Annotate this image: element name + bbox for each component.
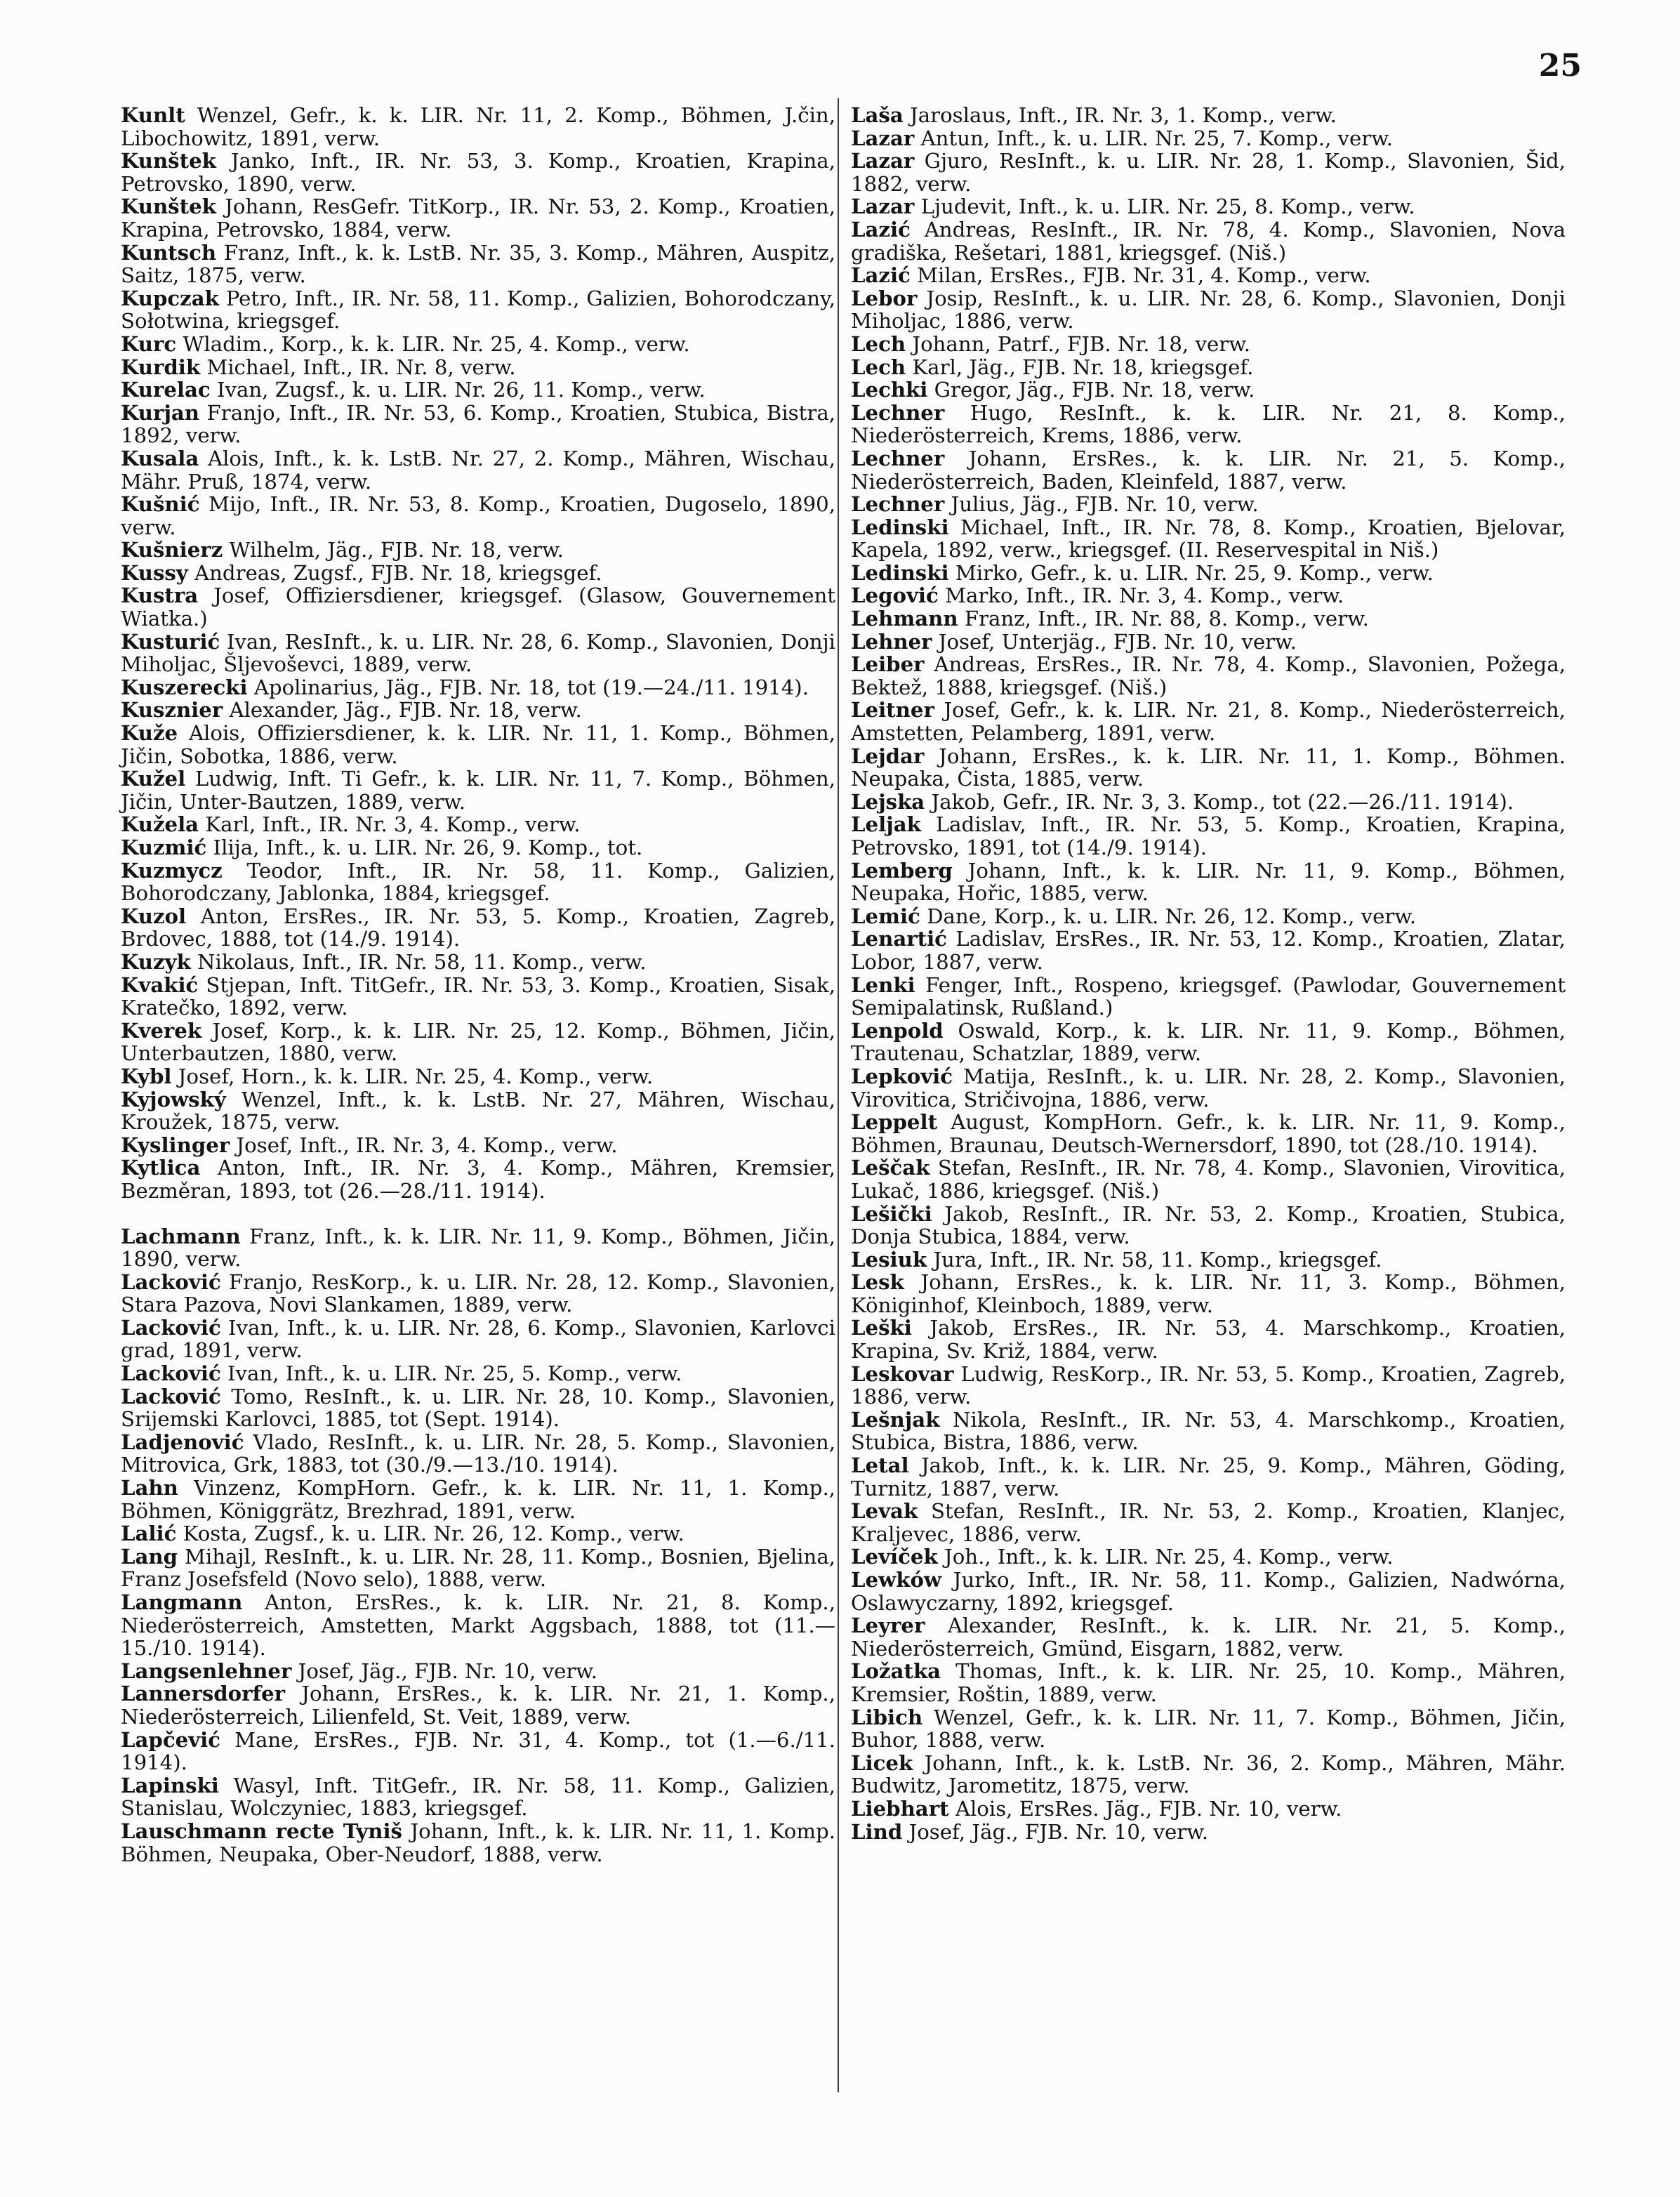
- entry-details: Ljudevit, Inft., k. u. LIR. Nr. 25, 8. Komp., verw.: [914, 194, 1415, 219]
- entry-surname: Lind: [851, 1819, 903, 1844]
- list-item: [121, 1020, 835, 1065]
- page-number: 25: [1538, 48, 1582, 84]
- entry-surname: Lehmann: [851, 607, 958, 631]
- entry-surname: Letal: [851, 1453, 909, 1478]
- list-item: [851, 1545, 1566, 1569]
- list-item: [851, 1797, 1566, 1821]
- entry-details: Teodor, Inft., IR. Nr. 58, 11. Komp., Galizien, Bohorodczany, Jablonka, 1884, kriegsgef.: [121, 858, 835, 906]
- entry-details: Antun, Inft., k. u. LIR. Nr. 25, 7. Komp., verw.: [914, 126, 1394, 150]
- entry-details: Gregor, Jäg., FJB. Nr. 18, verw.: [927, 378, 1255, 402]
- list-item: [851, 195, 1566, 218]
- list-item: [121, 195, 835, 241]
- entry-details: Mirko, Gefr., k. u. LIR. Nr. 25, 9. Komp., verw.: [948, 560, 1434, 585]
- list-item: [851, 447, 1566, 493]
- list-item: [851, 402, 1566, 447]
- entry-details: Josip, ResInft., k. u. LIR. Nr. 28, 6. Komp., Slavonien, Donji Miholjac, 1886, verw.: [851, 286, 1566, 334]
- list-item: [851, 905, 1566, 928]
- list-item: [121, 1591, 835, 1660]
- entry-details: Nikola, ResInft., IR. Nr. 53, 4. Marschkomp., Kroatien, Stubica, Bistra, 1886, verw.: [851, 1407, 1566, 1455]
- entry-details: Josef, Offiziersdiener, kriegsgef. (Glasow, Gouvernement Wiatka.): [121, 583, 835, 631]
- list-item: [121, 562, 835, 585]
- entry-details: Josef, Inft., IR. Nr. 3, 4. Komp., verw.: [230, 1133, 618, 1157]
- entry-surname: Leskovar: [851, 1361, 954, 1386]
- entry-details: Wenzel, Inft., k. k. LstB. Nr. 27, Mähren, Wischau, Kroužek, 1875, verw.: [121, 1087, 835, 1135]
- entry-surname: Lahn: [121, 1476, 178, 1500]
- entry-surname: Kuntsch: [121, 240, 217, 265]
- entry-details: Apolinarius, Jäg., FJB. Nr. 18, tot (19.—24./11. 1914).: [247, 675, 809, 699]
- entry-details: Franjo, ResKorp., k. u. LIR. Nr. 28, 12. Komp., Slavonien, Stara Pazova, Novi Slankamen, 1889, verw.: [121, 1269, 835, 1317]
- entry-surname: Lazar: [851, 149, 915, 173]
- list-item: [851, 584, 1566, 607]
- list-item: [851, 562, 1566, 585]
- list-item: [121, 333, 835, 356]
- list-item: [121, 1774, 835, 1820]
- list-item: [121, 1729, 835, 1774]
- entry-details: Franz, Inft., k. k. LIR. Nr. 11, 9. Komp., Böhmen, Jičin, 1890, verw.: [121, 1224, 835, 1272]
- list-item: [121, 905, 835, 951]
- list-item: [121, 631, 835, 676]
- list-item: [851, 1156, 1566, 1202]
- entry-details: Johann, ResGefr. TitKorp., IR. Nr. 53, 2. Komp., Kroatien, Krapina, Petrovsko, 1884, verw.: [121, 194, 835, 242]
- entry-details: August, KompHorn. Gefr., k. k. LIR. Nr. 11, 9. Komp., Böhmen, Braunau, Deutsch-Wernersdorf, 1890, tot (28./10. 1914).: [851, 1110, 1566, 1157]
- entry-surname: Kvakić: [121, 972, 199, 997]
- entry-details: Ladislav, ErsRes., IR. Nr. 53, 12. Komp., Kroatien, Zlatar, Lobor, 1887, verw.: [851, 927, 1566, 974]
- entry-details: Mane, ErsRes., FJB. Nr. 31, 4. Komp., tot (1.—6./11. 1914).: [121, 1727, 835, 1775]
- entry-details: Johann, Inft., k. k. LstB. Nr. 36, 2. Komp., Mähren, Mähr. Budwitz, Jarometitz, 1875, verw.: [851, 1750, 1566, 1798]
- entry-details: Johann, ErsRes., k. k. LIR. Nr. 21, 5. Komp., Niederösterreich, Baden, Kleinfeld, 1887, verw.: [851, 446, 1566, 494]
- entry-surname: Kyslinger: [121, 1133, 230, 1157]
- entry-surname: Legović: [851, 583, 939, 608]
- entry-details: Ilija, Inft., k. u. LIR. Nr. 26, 9. Komp., tot.: [206, 836, 643, 859]
- entry-details: Anton, ErsRes., IR. Nr. 53, 5. Komp., Kroatien, Zagreb, Brdovec, 1888, tot (14./9. 1914).: [121, 904, 835, 951]
- entry-surname: Kuzol: [121, 904, 187, 928]
- list-item: [851, 1660, 1566, 1706]
- list-item: [851, 1706, 1566, 1752]
- list-item: [851, 1408, 1566, 1454]
- list-item: [121, 1088, 835, 1134]
- entry-surname: Lang: [121, 1544, 178, 1569]
- entry-details: Jurko, Inft., IR. Nr. 58, 11. Komp., Galizien, Nadwórna, Oslawyczarny, 1892, kriegsgef.: [851, 1568, 1566, 1615]
- list-item: [851, 631, 1566, 654]
- entry-surname: Kušnierz: [121, 538, 223, 562]
- entry-details: Jaroslaus, Inft., IR. Nr. 3, 1. Komp., verw.: [903, 103, 1337, 127]
- list-item: [121, 104, 835, 150]
- entry-surname: Kussy: [121, 560, 188, 585]
- section-gap: [121, 1203, 835, 1225]
- entry-details: Vlado, ResInft., k. u. LIR. Nr. 28, 5. Komp., Slavonien, Mitrovica, Grk, 1883, tot (30./9.—13./10. 1914).: [121, 1430, 835, 1477]
- list-item: [121, 699, 835, 722]
- list-item: [851, 1111, 1566, 1156]
- entry-surname: Kunštek: [121, 194, 216, 219]
- list-item: [851, 150, 1566, 195]
- entry-details: Ivan, ResInft., k. u. LIR. Nr. 28, 6. Komp., Slavonien, Donji Miholjac, Šljevoševci, 1889, verw.: [121, 629, 835, 677]
- list-item: [121, 951, 835, 974]
- entry-details: Hugo, ResInft., k. k. LIR. Nr. 21, 8. Komp., Niederösterreich, Krems, 1886, verw.: [851, 400, 1566, 448]
- list-item: [121, 1362, 835, 1385]
- list-item: [121, 1477, 835, 1522]
- list-item: [121, 1065, 835, 1088]
- entry-details: Wasyl, Inft. TitGefr., IR. Nr. 58, 11. Komp., Galizien, Stanislau, Wolczyniec, 1883, kriegsgef.: [121, 1773, 835, 1821]
- entry-details: Franz, Inft., k. k. LstB. Nr. 35, 3. Komp., Mähren, Auspitz, Saitz, 1875, verw.: [121, 240, 835, 288]
- entry-surname: Lazić: [851, 217, 911, 242]
- entry-details: Wenzel, Gefr., k. k. LIR. Nr. 11, 2. Komp., Böhmen, J.čin, Libochowitz, 1891, verw.: [121, 103, 835, 150]
- entry-details: Jakob, Inft., k. k. LIR. Nr. 25, 9. Komp., Mähren, Göding, Turnitz, 1887, verw.: [851, 1453, 1566, 1500]
- list-item: [851, 1271, 1566, 1317]
- entry-details: Anton, ErsRes., k. k. LIR. Nr. 21, 8. Komp., Niederösterreich, Amstetten, Markt Aggsbach, 1888, tot (11.—15./10. 1914).: [121, 1590, 835, 1661]
- entry-surname: Lepković: [851, 1064, 953, 1088]
- entry-details: Michael, Inft., IR. Nr. 78, 8. Komp., Kroatien, Bjelovar, Kapela, 1892, verw., kriegsgef. (II. Reservespital in Niš.): [851, 515, 1566, 562]
- entry-surname: Kyjowský: [121, 1087, 226, 1111]
- entry-surname: Laša: [851, 103, 904, 127]
- entry-surname: Kuzyk: [121, 949, 191, 974]
- entry-details: Julius, Jäg., FJB. Nr. 10, verw.: [944, 492, 1259, 517]
- list-item: [121, 1545, 835, 1591]
- entry-surname: Langsenlehner: [121, 1658, 292, 1683]
- entry-surname: Lannersdorfer: [121, 1682, 286, 1706]
- list-item: [851, 127, 1566, 150]
- list-item: [121, 1385, 835, 1431]
- entry-details: Johann, ErsRes., k. k. LIR. Nr. 21, 1. Komp., Niederösterreich, Lilienfeld, St. Veit, 1889, verw.: [121, 1682, 835, 1729]
- list-item: [851, 516, 1566, 562]
- entry-surname: Lazić: [851, 263, 911, 288]
- entry-details: Thomas, Inft., k. k. LIR. Nr. 25, 10. Komp., Mähren, Kremsier, Roštin, 1889, verw.: [851, 1659, 1566, 1706]
- list-item: [121, 1225, 835, 1271]
- entry-details: Ivan, Zugsf., k. u. LIR. Nr. 26, 11. Komp., verw.: [210, 378, 706, 402]
- entry-surname: Leyrer: [851, 1614, 925, 1638]
- entry-surname: Leljak: [851, 812, 921, 837]
- entry-details: Andreas, Zugsf., FJB. Nr. 18, kriegsgef.: [187, 560, 602, 585]
- entry-details: Janko, Inft., IR. Nr. 53, 3. Komp., Kroatien, Krapina, Petrovsko, 1890, verw.: [121, 149, 835, 196]
- entry-details: Ludwig, ResKorp., IR. Nr. 53, 5. Komp., Kroatien, Zagreb, 1886, verw.: [851, 1361, 1566, 1409]
- entry-surname: Kverek: [121, 1018, 202, 1043]
- list-item: [121, 1522, 835, 1545]
- list-item: [851, 607, 1566, 631]
- entry-surname: Levíček: [851, 1545, 938, 1569]
- entry-surname: Lemić: [851, 904, 920, 928]
- entry-surname: Lacković: [121, 1315, 221, 1340]
- entry-surname: Kušnić: [121, 492, 200, 517]
- entry-details: Franz, Inft., IR. Nr. 88, 8. Komp., verw.: [958, 607, 1369, 631]
- list-item: [851, 1363, 1566, 1408]
- entry-details: Gjuro, ResInft., k. u. LIR. Nr. 28, 1. Komp., Slavonien, Šid, 1882, verw.: [851, 149, 1566, 196]
- list-item: [851, 1821, 1566, 1844]
- list-item: [121, 676, 835, 699]
- list-item: [121, 242, 835, 287]
- entry-details: Alexander, ResInft., k. k. LIR. Nr. 21, 5. Komp., Niederösterreich, Gmünd, Eisgarn, 1882, verw.: [851, 1614, 1566, 1661]
- entry-details: Ludwig, Inft. Ti Gefr., k. k. LIR. Nr. 11, 7. Komp., Böhmen, Jičin, Unter-Bautzen, 1889, verw.: [121, 767, 835, 814]
- entry-details: Johann, ErsRes., k. k. LIR. Nr. 11, 1. Komp., Böhmen. Neupaka, Čista, 1885, verw.: [851, 744, 1566, 791]
- entry-surname: Kustra: [121, 583, 199, 608]
- entry-details: Mijo, Inft., IR. Nr. 53, 8. Komp., Kroatien, Dugoselo, 1890, verw.: [121, 492, 835, 539]
- entry-details: Josef, Horn., k. k. LIR. Nr. 25, 4. Komp., verw.: [171, 1064, 654, 1088]
- entry-surname: Leščak: [851, 1156, 930, 1180]
- entry-details: Ladislav, Inft., IR. Nr. 53, 5. Komp., Kroatien, Krapina, Petrovsko, 1891, tot (14./9. 1914).: [851, 812, 1566, 859]
- entry-surname: Kunlt: [121, 103, 185, 127]
- entry-details: Matija, ResInft., k. u. LIR. Nr. 28, 2. Komp., Slavonien, Virovitica, Stričivojna, 1886, verw.: [851, 1064, 1566, 1111]
- entry-details: Joh., Inft., k. k. LIR. Nr. 25, 4. Komp., verw.: [937, 1545, 1394, 1569]
- entry-surname: Lazar: [851, 126, 915, 150]
- list-item: [851, 1248, 1566, 1272]
- entry-details: Ivan, Inft., k. u. LIR. Nr. 25, 5. Komp., verw.: [220, 1361, 682, 1386]
- entry-surname: Kuszerecki: [121, 675, 248, 699]
- entry-details: Franjo, Inft., IR. Nr. 53, 6. Komp., Kroatien, Stubica, Bistra, 1892, verw.: [121, 400, 835, 448]
- entry-surname: Lejska: [851, 789, 925, 814]
- entry-surname: Lech: [851, 355, 906, 379]
- entry-details: Wilhelm, Jäg., FJB. Nr. 18, verw.: [223, 538, 564, 562]
- entry-surname: Lacković: [121, 1384, 221, 1408]
- entry-surname: Licek: [851, 1750, 913, 1775]
- list-item: [121, 150, 835, 195]
- entry-surname: Lechner: [851, 446, 945, 470]
- entry-surname: Lenartić: [851, 927, 947, 951]
- entry-details: Michael, Inft., IR. Nr. 8, verw.: [200, 355, 516, 379]
- entry-surname: Ledinski: [851, 515, 949, 539]
- entry-surname: Lenpold: [851, 1018, 944, 1043]
- entry-surname: Leški: [851, 1316, 912, 1340]
- column-divider: [838, 98, 839, 2092]
- entry-surname: Lenki: [851, 972, 915, 997]
- entry-details: Josef, Jäg., FJB. Nr. 10, verw.: [291, 1658, 598, 1683]
- entry-surname: Ledinski: [851, 560, 949, 585]
- entry-details: Petro, Inft., IR. Nr. 58, 11. Komp., Galizien, Bohorodczany, Sołotwina, kriegsgef.: [121, 286, 835, 334]
- entry-details: Alois, ErsRes. Jäg., FJB. Nr. 10, verw.: [948, 1796, 1342, 1821]
- list-item: [851, 333, 1566, 356]
- list-item: [851, 1454, 1566, 1500]
- entry-surname: Lesk: [851, 1270, 904, 1295]
- list-item: [121, 1156, 835, 1202]
- list-item: [851, 1020, 1566, 1065]
- entry-details: Wenzel, Gefr., k. k. LIR. Nr. 11, 7. Komp., Böhmen, Jičin, Buhor, 1888, verw.: [851, 1705, 1566, 1753]
- entry-details: Karl, Inft., IR. Nr. 3, 4. Komp., verw.: [199, 812, 581, 837]
- list-item: [851, 287, 1566, 333]
- list-item: [121, 402, 835, 447]
- list-item: [851, 653, 1566, 699]
- list-item: [851, 859, 1566, 905]
- list-item: [851, 356, 1566, 379]
- entry-details: Oswald, Korp., k. k. LIR. Nr. 11, 9. Komp., Böhmen, Trautenau, Schatzlar, 1889, verw.: [851, 1018, 1566, 1066]
- entry-details: Kosta, Zugsf., k. u. LIR. Nr. 26, 12. Komp., verw.: [176, 1522, 684, 1546]
- list-item: [851, 264, 1566, 287]
- entry-surname: Ložatka: [851, 1659, 941, 1684]
- entry-details: Stefan, ResInft., IR. Nr. 53, 2. Komp., Kroatien, Klanjec, Kraljevec, 1886, verw.: [851, 1499, 1566, 1546]
- entry-surname: Lešički: [851, 1201, 932, 1226]
- entry-surname: Leitner: [851, 698, 934, 723]
- entry-surname: Kužel: [121, 767, 186, 791]
- entry-surname: Langmann: [121, 1590, 243, 1614]
- list-item: [851, 974, 1566, 1020]
- entry-surname: Kuzmić: [121, 836, 207, 859]
- entry-surname: Kuzmycz: [121, 858, 223, 883]
- entry-surname: Kytlica: [121, 1156, 201, 1180]
- list-item: [851, 378, 1566, 402]
- entry-surname: Ladjenović: [121, 1430, 244, 1454]
- entry-details: Josef, Jäg., FJB. Nr. 10, verw.: [902, 1819, 1208, 1844]
- list-item: [851, 699, 1566, 744]
- entry-surname: Leppelt: [851, 1110, 938, 1135]
- entry-details: Milan, ErsRes., FJB. Nr. 31, 4. Komp., verw.: [910, 263, 1371, 288]
- list-item: [121, 356, 835, 379]
- list-item: [121, 813, 835, 836]
- entry-surname: Lechner: [851, 492, 945, 517]
- list-item: [121, 378, 835, 402]
- list-item: [851, 1203, 1566, 1248]
- list-item: [851, 1065, 1566, 1111]
- entry-details: Johann, ErsRes., k. k. LIR. Nr. 11, 3. Komp., Böhmen, Königinhof, Kleinboch, 1889, verw.: [851, 1270, 1566, 1317]
- entry-details: Andreas, ResInft., IR. Nr. 78, 4. Komp., Slavonien, Nova gradiška, Rešetari, 1881, kriegsgef. (Niš.): [851, 217, 1566, 265]
- entry-surname: Lebor: [851, 286, 918, 310]
- list-item: [121, 1134, 835, 1157]
- entry-details: Stjepan, Inft. TitGefr., IR. Nr. 53, 3. Komp., Kroatien, Sisak, Kratečko, 1892, verw.: [121, 972, 835, 1020]
- entry-surname: Kusala: [121, 446, 199, 470]
- entry-surname: Kusznier: [121, 698, 223, 723]
- entry-details: Josef, Gefr., k. k. LIR. Nr. 21, 8. Komp., Niederösterreich, Amstetten, Pelamberg, 1891, verw.: [851, 698, 1566, 746]
- list-item: [121, 1660, 835, 1683]
- entry-details: Andreas, ErsRes., IR. Nr. 78, 4. Komp., Slavonien, Požega, Bektež, 1888, kriegsgef. (Niš.): [851, 652, 1566, 699]
- entry-surname: Lachmann: [121, 1224, 241, 1248]
- entry-surname: Kurdik: [121, 355, 201, 379]
- entry-surname: Lejdar: [851, 744, 925, 768]
- entry-surname: Kybl: [121, 1064, 172, 1088]
- list-item: [851, 104, 1566, 127]
- entry-details: Fenger, Inft., Rospeno, kriegsgef. (Pawlodar, Gouvernement Semipalatinsk, Rußland.): [851, 972, 1566, 1020]
- entry-details: Jakob, ResInft., IR. Nr. 53, 2. Komp., Kroatien, Stubica, Donja Stubica, 1884, verw.: [851, 1201, 1566, 1249]
- entry-surname: Lesiuk: [851, 1247, 927, 1272]
- list-item: [851, 745, 1566, 791]
- entry-surname: Lechki: [851, 378, 928, 402]
- entry-details: Karl, Jäg., FJB. Nr. 18, kriegsgef.: [906, 355, 1254, 379]
- entry-surname: Kuže: [121, 721, 178, 746]
- entry-surname: Kurc: [121, 331, 177, 356]
- list-item: [851, 493, 1566, 516]
- list-item: [851, 813, 1566, 859]
- list-item: [851, 1752, 1566, 1797]
- entry-details: Wladim., Korp., k. k. LIR. Nr. 25, 4. Komp., verw.: [176, 331, 690, 356]
- entry-details: Josef, Unterjäg., FJB. Nr. 10, verw.: [932, 629, 1297, 654]
- entry-details: Alexander, Jäg., FJB. Nr. 18, verw.: [223, 698, 582, 723]
- entry-surname: Lapinski: [121, 1773, 219, 1797]
- list-item: [121, 974, 835, 1020]
- entry-details: Tomo, ResInft., k. u. LIR. Nr. 28, 10. Komp., Slavonien, Srijemski Karlovci, 1885, tot (Sept. 1914).: [121, 1384, 835, 1432]
- right-column: [851, 104, 1566, 1843]
- entry-surname: Lemberg: [851, 858, 953, 883]
- entry-surname: Lauschmann recte Tyniš: [121, 1819, 402, 1843]
- entry-details: Dane, Korp., k. u. LIR. Nr. 26, 12. Komp., verw.: [920, 904, 1417, 928]
- entry-details: Johann, Inft., k. k. LIR. Nr. 11, 1. Komp. Böhmen, Neupaka, Ober-Neudorf, 1888, verw.: [121, 1819, 835, 1866]
- entry-details: Vinzenz, KompHorn. Gefr., k. k. LIR. Nr. 11, 1. Komp., Böhmen, Königgrätz, Brezhrad, 1891, verw.: [121, 1476, 835, 1523]
- list-item: [121, 1431, 835, 1477]
- entry-surname: Kužela: [121, 812, 199, 837]
- entry-surname: Lazar: [851, 194, 915, 219]
- entry-details: Jura, Inft., IR. Nr. 58, 11. Komp., kriegsgef.: [927, 1247, 1382, 1272]
- entry-surname: Leiber: [851, 652, 925, 677]
- list-item: [121, 1820, 835, 1866]
- entry-surname: Lapčević: [121, 1727, 221, 1752]
- entry-surname: Lehner: [851, 629, 932, 654]
- list-item: [121, 493, 835, 539]
- list-item: [121, 859, 835, 905]
- list-item: [121, 1317, 835, 1362]
- entry-details: Johann, Inft., k. k. LIR. Nr. 11, 9. Komp., Böhmen, Neupaka, Hořic, 1885, verw.: [851, 858, 1566, 906]
- entry-details: Jakob, Gefr., IR. Nr. 3, 3. Komp., tot (22.—26./11. 1914).: [925, 789, 1514, 814]
- entry-details: Anton, Inft., IR. Nr. 3, 4. Komp., Mähren, Kremsier, Bezměran, 1893, tot (26.—28./11. 1914).: [121, 1156, 835, 1203]
- entry-details: Jakob, ErsRes., IR. Nr. 53, 4. Marschkomp., Kroatien, Krapina, Sv. Križ, 1884, verw.: [851, 1316, 1566, 1364]
- list-item: [121, 1682, 835, 1728]
- entry-surname: Kunštek: [121, 149, 216, 173]
- list-item: [121, 722, 835, 767]
- entry-details: Alois, Offiziersdiener, k. k. LIR. Nr. 11, 1. Komp., Böhmen, Jičin, Sobotka, 1886, verw.: [121, 721, 835, 768]
- list-item: [121, 584, 835, 630]
- list-item: [121, 767, 835, 813]
- entry-surname: Lewków: [851, 1568, 942, 1592]
- list-item: [851, 1569, 1566, 1614]
- list-item: [851, 1614, 1566, 1660]
- entry-details: Johann, Patrf., FJB. Nr. 18, verw.: [906, 331, 1251, 356]
- left-column: [121, 104, 835, 1866]
- entry-surname: Lalić: [121, 1522, 177, 1546]
- entry-surname: Lacković: [121, 1361, 221, 1386]
- entry-details: Ivan, Inft., k. u. LIR. Nr. 28, 6. Komp., Slavonien, Karlovci grad, 1891, verw.: [121, 1315, 835, 1363]
- entry-details: Marko, Inft., IR. Nr. 3, 4. Komp., verw.: [938, 583, 1344, 608]
- entry-surname: Liebhart: [851, 1796, 949, 1821]
- list-item: [121, 1271, 835, 1317]
- entry-details: Stefan, ResInft., IR. Nr. 78, 4. Komp., Slavonien, Virovitica, Lukač, 1886, kriegsgef. (Niš.): [851, 1156, 1566, 1203]
- entry-surname: Lešnjak: [851, 1407, 940, 1432]
- entry-details: Nikolaus, Inft., IR. Nr. 58, 11. Komp., verw.: [190, 949, 647, 974]
- list-item: [121, 539, 835, 562]
- list-item: [121, 447, 835, 493]
- list-item: [851, 1500, 1566, 1545]
- entry-details: Alois, Inft., k. k. LstB. Nr. 27, 2. Komp., Mähren, Wischau, Mähr. Pruß, 1874, verw.: [121, 446, 835, 494]
- entry-surname: Levak: [851, 1499, 918, 1524]
- entry-surname: Kurelac: [121, 378, 211, 402]
- entry-surname: Lechner: [851, 400, 945, 425]
- list-item: [121, 287, 835, 333]
- list-item: [851, 928, 1566, 973]
- list-item: [851, 218, 1566, 264]
- entry-details: Mihajl, ResInft., k. u. LIR. Nr. 28, 11. Komp., Bosnien, Bjelina, Franz Josefsfeld (Novo selo), 1888, verw.: [121, 1544, 835, 1592]
- list-item: [121, 836, 835, 859]
- entry-surname: Lech: [851, 331, 906, 356]
- list-item: [851, 1317, 1566, 1362]
- list-item: [851, 791, 1566, 814]
- entry-details: Josef, Korp., k. k. LIR. Nr. 25, 12. Komp., Böhmen, Jičin, Unterbautzen, 1880, verw.: [121, 1018, 835, 1066]
- entry-surname: Lacković: [121, 1269, 221, 1294]
- entry-surname: Kupczak: [121, 286, 219, 310]
- entry-surname: Kusturić: [121, 629, 220, 654]
- entry-surname: Libich: [851, 1705, 923, 1729]
- entry-surname: Kurjan: [121, 400, 200, 425]
